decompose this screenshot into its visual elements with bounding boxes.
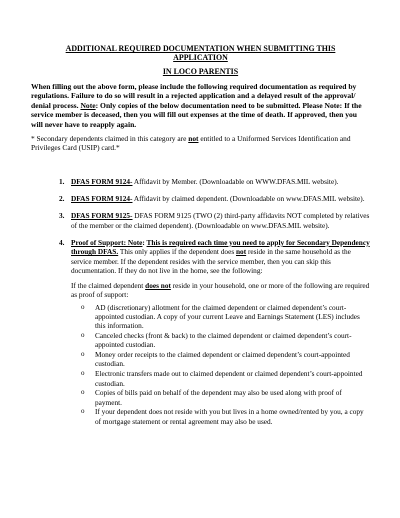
list-item-text: AD (discretionary) allotment for the claimed dependent or claimed dependent’s court-appointed custodian. A copy of your current Leave and Earnings Statement (LES) includes this information. bbox=[95, 302, 360, 331]
list-item-text: If your dependent does not reside with you but lives in a home owned/rented by you, a copy of mortgage statement or rental agreement may also be used. bbox=[95, 407, 364, 426]
bullet-icon: o bbox=[81, 388, 85, 397]
bullet-icon: o bbox=[81, 407, 85, 416]
note-emphasis: not bbox=[188, 133, 199, 143]
list-item bbox=[71, 369, 370, 388]
item-number: 4. bbox=[59, 237, 65, 247]
form-description: DFAS FORM 9125 (TWO (2) third-party affidavits NOT completed by relatives of the member or the claimed dependent). (Downloadable on www.DFAS.MIL website). bbox=[71, 211, 370, 230]
item-number: 3. bbox=[59, 211, 65, 221]
form-name: DFAS FORM 9124- bbox=[71, 194, 133, 204]
bullet-icon: o bbox=[81, 331, 85, 340]
para-does-not: does not bbox=[145, 281, 171, 291]
proof-requirements-paragraph bbox=[71, 281, 370, 300]
list-item-text: Copies of bills paid on behalf of the dependent may also be used along with proof of payment. bbox=[95, 388, 342, 407]
title-line-2: APPLICATION bbox=[173, 53, 228, 63]
list-item-text: Electronic transfers made out to claimed dependent or claimed dependent’s court-appointed custodian. bbox=[95, 369, 363, 388]
documentation-item bbox=[31, 177, 370, 186]
list-item-text: Canceled checks (front & back) to the claimed dependent or claimed dependent’s court-appointed custodian. bbox=[95, 331, 352, 350]
list-item bbox=[71, 350, 370, 369]
bullet-icon: o bbox=[81, 369, 85, 378]
list-item bbox=[71, 407, 370, 426]
intro-paragraph bbox=[31, 82, 370, 129]
documentation-item bbox=[31, 211, 370, 230]
list-item bbox=[71, 331, 370, 350]
note-text-after: entitled to a Uniformed Services Identification and Privileges Card (USIP) card.* bbox=[31, 133, 351, 153]
intro-note-label: Note bbox=[80, 100, 96, 110]
proof-options-list bbox=[71, 303, 370, 426]
para-text-after: reside in your household, one or more of the following are required as proof of support: bbox=[71, 281, 370, 300]
proof-label: Proof of Support: Note bbox=[71, 237, 143, 247]
list-item bbox=[71, 388, 370, 407]
item-number: 1. bbox=[59, 176, 65, 186]
proof-text-2: reside in the same household as the service member. If the dependent resides with the service member, then you can skip this documentation. If they do not live in the home, see the following: bbox=[71, 247, 351, 275]
proof-emphasis: This is required each time you need to apply for Secondary Dependency through DFAS. bbox=[71, 237, 370, 257]
proof-colon: : bbox=[142, 237, 147, 247]
title-line-1: ADDITIONAL REQUIRED DOCUMENTATION WHEN SUBMITTING THIS bbox=[65, 44, 336, 53]
documentation-item bbox=[31, 194, 370, 203]
form-name: DFAS FORM 9125- bbox=[71, 211, 133, 221]
intro-text-1: When filling out the above form, please include the following required documentation as required by regulations. Failure to do so will result in a rejected application and a delayed result of the approval/ denial process. bbox=[31, 81, 357, 110]
para-text-before: If the claimed dependent bbox=[71, 281, 146, 291]
page-title bbox=[31, 44, 370, 63]
form-description: Affidavit by Member. (Downloadable on WWW.DFAS.MIL website). bbox=[132, 176, 339, 186]
bullet-icon: o bbox=[81, 302, 85, 311]
page-subtitle: IN LOCO PARENTIS bbox=[162, 66, 239, 76]
proof-not: not bbox=[235, 247, 247, 257]
documentation-list bbox=[31, 177, 370, 426]
list-item-text: Money order receipts to the claimed dependent or claimed dependent’s court-appointed custodian. bbox=[95, 350, 350, 369]
proof-text-1: This only applies if the dependent does bbox=[118, 247, 236, 257]
intro-text-2: : Only copies of the below documentation need to be submitted. Please Note: If the service member is deceased, then you will fill out expenses at the time of death. If approved, then you will never have to reapply again. bbox=[31, 100, 362, 129]
form-description: Affidavit by claimed dependent. (Downloadable on www.DFAS.MIL website). bbox=[132, 194, 365, 204]
list-item bbox=[71, 303, 370, 331]
note-text-before: * Secondary dependents claimed in this category are bbox=[31, 133, 189, 143]
bullet-icon: o bbox=[81, 350, 85, 359]
secondary-dependents-note bbox=[31, 134, 370, 153]
proof-of-support-item bbox=[31, 238, 370, 426]
form-name: DFAS FORM 9124- bbox=[71, 176, 133, 186]
item-number: 2. bbox=[59, 194, 65, 204]
